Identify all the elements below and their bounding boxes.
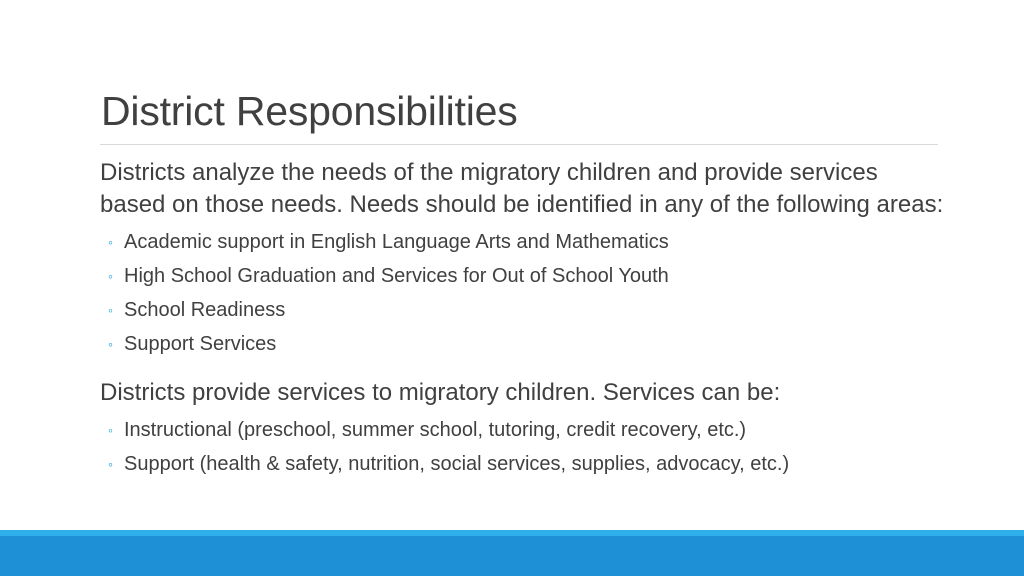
intro-paragraph: Districts analyze the needs of the migratory children and provide services based on those needs. Needs should be identified in any of the following areas: <box>100 159 944 218</box>
bullet-circle-icon: ◦ <box>108 268 113 284</box>
list-item-text: Support Services <box>124 333 277 355</box>
services-list <box>100 413 945 481</box>
list-item <box>100 413 945 447</box>
needs-areas-list <box>100 225 945 361</box>
bullet-circle-icon: ◦ <box>108 456 113 472</box>
list-item <box>100 293 945 327</box>
bullet-circle-icon: ◦ <box>108 422 113 438</box>
list-item-text: Academic support in English Language Arts and Mathematics <box>124 231 669 253</box>
bullet-circle-icon: ◦ <box>108 302 113 318</box>
list-item-text: Instructional (preschool, summer school, tutoring, credit recovery, etc.) <box>124 419 747 441</box>
list-item <box>100 225 945 259</box>
list-item <box>100 327 945 361</box>
bullet-circle-icon: ◦ <box>108 234 113 250</box>
footer-band <box>0 530 1024 576</box>
bullet-circle-icon: ◦ <box>108 336 113 352</box>
list-item-text: Support (health & safety, nutrition, social services, supplies, advocacy, etc.) <box>124 453 790 475</box>
services-paragraph: Districts provide services to migratory children. Services can be: <box>100 379 781 406</box>
footer-accent-strip <box>0 530 1024 536</box>
slide-title: District Responsibilities <box>101 88 518 134</box>
slide-body <box>100 157 945 481</box>
list-item <box>100 259 945 293</box>
title-divider <box>100 144 938 145</box>
list-item-text: High School Graduation and Services for Out of School Youth <box>124 265 669 287</box>
list-item-text: School Readiness <box>124 299 286 321</box>
list-item <box>100 447 945 481</box>
